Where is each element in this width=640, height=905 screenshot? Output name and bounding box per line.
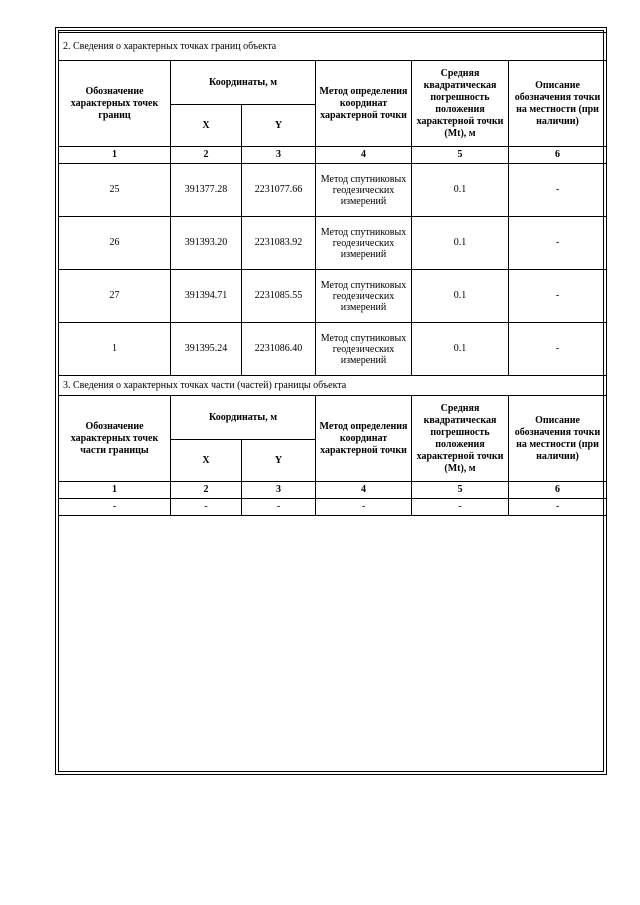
- section3-table: [58, 375, 607, 516]
- y-cell: 2231077.66: [242, 164, 316, 217]
- col-number: 6: [509, 147, 607, 164]
- col-number: 5: [412, 147, 509, 164]
- error-cell: 0.1: [412, 270, 509, 323]
- method-cell: Метод спутниковых геодезических измерений: [316, 270, 412, 323]
- header-error: Средняя квадратическая погрешность положения характерной точки (Mt), м: [412, 396, 509, 482]
- header-coords: Координаты, м: [171, 61, 316, 105]
- col-number: 4: [316, 482, 412, 499]
- col-number: 2: [171, 482, 242, 499]
- col-number: 3: [242, 147, 316, 164]
- error-cell: 0.1: [412, 164, 509, 217]
- y-cell: 2231086.40: [242, 323, 316, 376]
- header-y: Y: [242, 440, 316, 482]
- section2-table: [58, 32, 607, 376]
- error-cell: 0.1: [412, 323, 509, 376]
- section2-title: 2. Сведения о характерных точках границ объекта: [59, 33, 607, 61]
- y-cell: -: [242, 499, 316, 516]
- method-cell: Метод спутниковых геодезических измерений: [316, 323, 412, 376]
- header-x: X: [171, 105, 242, 147]
- error-cell: 0.1: [412, 217, 509, 270]
- point-cell: 25: [59, 164, 171, 217]
- desc-cell: -: [509, 164, 607, 217]
- x-cell: 391393.20: [171, 217, 242, 270]
- col-number: 1: [59, 147, 171, 164]
- col-number: 5: [412, 482, 509, 499]
- point-cell: 27: [59, 270, 171, 323]
- header-designation: Обозначение характерных точек части границы: [59, 396, 171, 482]
- desc-cell: -: [509, 323, 607, 376]
- point-cell: 26: [59, 217, 171, 270]
- table-row: [59, 270, 607, 323]
- point-cell: -: [59, 499, 171, 516]
- col-number: 4: [316, 147, 412, 164]
- y-cell: 2231083.92: [242, 217, 316, 270]
- col-number: 2: [171, 147, 242, 164]
- desc-cell: -: [509, 270, 607, 323]
- col-number: 6: [509, 482, 607, 499]
- table-row: [59, 217, 607, 270]
- section3-title: 3. Сведения о характерных точках части (частей) границы объекта: [59, 376, 607, 396]
- header-coords: Координаты, м: [171, 396, 316, 440]
- header-x: X: [171, 440, 242, 482]
- x-cell: -: [171, 499, 242, 516]
- header-y: Y: [242, 105, 316, 147]
- point-cell: 1: [59, 323, 171, 376]
- method-cell: Метод спутниковых геодезических измерений: [316, 164, 412, 217]
- col-number: 3: [242, 482, 316, 499]
- x-cell: 391395.24: [171, 323, 242, 376]
- x-cell: 391377.28: [171, 164, 242, 217]
- desc-cell: -: [509, 217, 607, 270]
- header-method: Метод определения координат характерной точки: [316, 61, 412, 147]
- error-cell: -: [412, 499, 509, 516]
- header-error: Средняя квадратическая погрешность положения характерной точки (Mt), м: [412, 61, 509, 147]
- col-number: 1: [59, 482, 171, 499]
- header-description: Описание обозначения точки на местности (при наличии): [509, 396, 607, 482]
- table-row: [59, 499, 607, 516]
- header-description: Описание обозначения точки на местности (при наличии): [509, 61, 607, 147]
- desc-cell: -: [509, 499, 607, 516]
- table-row: [59, 323, 607, 376]
- x-cell: 391394.71: [171, 270, 242, 323]
- method-cell: -: [316, 499, 412, 516]
- table-row: [59, 164, 607, 217]
- header-method: Метод определения координат характерной точки: [316, 396, 412, 482]
- method-cell: Метод спутниковых геодезических измерений: [316, 217, 412, 270]
- y-cell: 2231085.55: [242, 270, 316, 323]
- header-designation: Обозначение характерных точек границ: [59, 61, 171, 147]
